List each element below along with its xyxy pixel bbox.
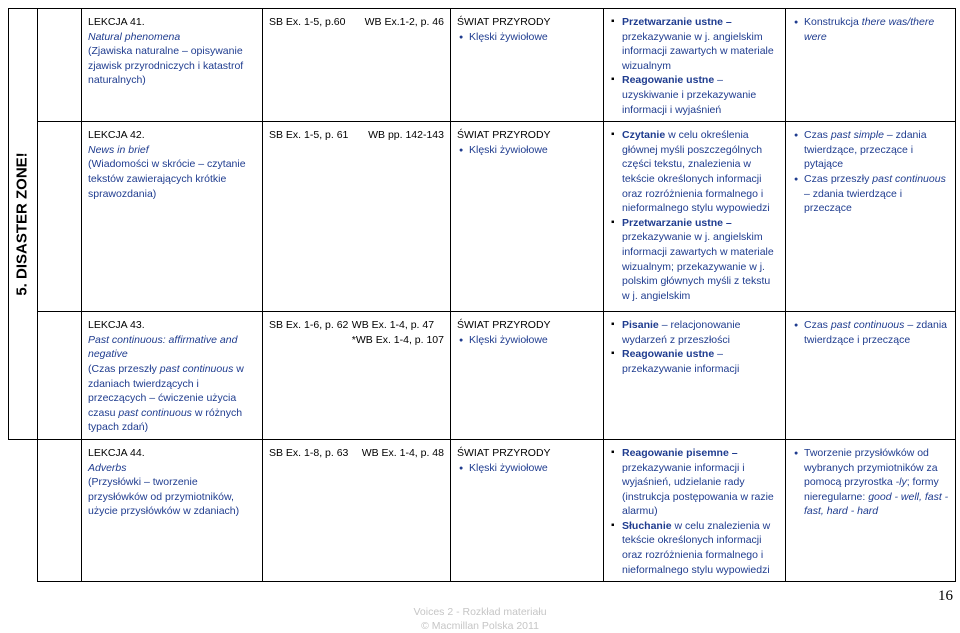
chapter-label: 5. DISASTER ZONE!: [13, 152, 31, 296]
lesson-row-41: [9, 9, 956, 122]
lesson-number: LEKCJA 43.: [88, 319, 145, 332]
empty-margin-cell: [9, 439, 38, 581]
skill-item: ▪ Reagowanie pisemne – przekazywanie informacji i wyjaśnień, udzielanie rady (instrukcja postępowania w razie alarmu): [622, 446, 779, 519]
lesson-title-cell: [82, 312, 263, 440]
lesson-number: LEKCJA 41.: [88, 16, 145, 28]
lesson-row-43: [9, 312, 956, 440]
lesson-title: News in brief: [88, 143, 149, 156]
lesson-subtitle: (Wiadomości w skrócie – czytanie tekstów zawierających krótkie sprawozdania): [88, 158, 246, 200]
topic-heading: ŚWIAT PRZYRODY: [457, 16, 551, 28]
wb-reference-group: [352, 318, 444, 347]
grammar-cell: [786, 439, 956, 581]
grammar-item: ● Konstrukcja there was/there were: [804, 15, 949, 44]
skill-item: ▪ Czytanie w celu określenia głównej myśli poszczególnych części tekstu, znalezienia w tekście określonych informacji oraz rozróżnienia formalnego i nieformalnego stylu wypowiedzi: [622, 128, 779, 216]
wb-reference: WB pp. 142-143: [368, 129, 444, 142]
blank-cell: [38, 122, 82, 312]
lesson-title-cell: [82, 9, 263, 122]
lesson-title: Adverbs: [88, 461, 127, 474]
blank-cell: [38, 9, 82, 122]
lesson-row-44: [9, 439, 956, 581]
lesson-subtitle: (Przysłówki – tworzenie przysłówków od przymiotników, użycie przysłówków w zdaniach): [88, 476, 240, 518]
skill-item: ▪ Pisanie – relacjonowanie wydarzeń z przeszłości: [622, 318, 779, 347]
skill-item: ▪ Reagowanie ustne – przekazywanie informacji: [622, 347, 779, 376]
grammar-item: ● Czas past simple – zdania twierdzące, przeczące i pytające: [804, 128, 949, 172]
materials-cell: [263, 9, 451, 122]
topic-item: ● Klęski żywiołowe: [469, 143, 597, 158]
grammar-item: ● Tworzenie przysłówków od wybranych przymiotników za pomocą przyrostka -ly; formy nieregularne: good - well, fast - fast, hard - hard: [804, 446, 949, 519]
grammar-cell: [786, 122, 956, 312]
topic-heading: ŚWIAT PRZYRODY: [457, 129, 551, 142]
lesson-row-42: [9, 122, 956, 312]
wb-reference: WB Ex. 1-4, p. 47: [351, 319, 435, 332]
wb-reference: WB Ex.1-2, p. 46: [364, 16, 444, 28]
skills-cell: [604, 122, 786, 312]
grammar-cell: [786, 9, 956, 122]
chapter-cell: [9, 9, 38, 440]
topic-heading: ŚWIAT PRZYRODY: [457, 446, 551, 459]
page-number: 16: [938, 588, 953, 604]
footer-title: Voices 2 - Rozkład materiału: [413, 606, 547, 618]
topic-cell: [451, 439, 604, 581]
lesson-subtitle: (Zjawiska naturalne – opisywanie zjawisk przyrodniczych i katastrof naturalnych): [88, 45, 244, 87]
lesson-title-cell: [82, 439, 263, 581]
sb-reference: SB Ex. 1-6, p. 62: [269, 319, 349, 332]
sb-reference: SB Ex. 1-8, p. 63: [269, 446, 349, 459]
materials-cell: [263, 439, 451, 581]
lesson-number: LEKCJA 42.: [88, 129, 145, 142]
skill-item: ▪ Przetwarzanie ustne – przekazywanie w j. angielskim informacji zawartych w materiale wizualnym: [622, 15, 779, 73]
topic-cell: [451, 122, 604, 312]
topic-cell: [451, 9, 604, 122]
grammar-item: ● Czas przeszły past continuous – zdania twierdzące i przeczące: [804, 172, 949, 216]
lesson-number: LEKCJA 44.: [88, 446, 145, 459]
blank-cell: [38, 312, 82, 440]
sb-reference: SB Ex. 1-5, p. 61: [269, 129, 349, 142]
topic-item: ● Klęski żywiołowe: [469, 461, 597, 476]
skill-item: ▪ Przetwarzanie ustne – przekazywanie w j. angielskim informacji zawartych w materiale wizualnym; przekazywanie w j. polskim głównych myśli z tekstu w j. angielskim: [622, 216, 779, 304]
skill-item: ▪ Słuchanie w celu znalezienia w tekście określonych informacji oraz rozróżnienia formalnego i nieformalnego stylu wypowiedzi: [622, 519, 779, 577]
lesson-plan-table: [8, 8, 956, 582]
lesson-title-cell: [82, 122, 263, 312]
materials-cell: [263, 312, 451, 440]
skills-cell: [604, 439, 786, 581]
skills-cell: [604, 9, 786, 122]
skills-cell: [604, 312, 786, 440]
grammar-item: ● Czas past continuous – zdania twierdzące i przeczące: [804, 318, 949, 347]
lesson-title: Natural phenomena: [88, 30, 181, 43]
lesson-subtitle: (Czas przeszły past continuous w zdaniach twierdzących i przeczących – ćwiczenie użycia czasu past continuous w różnych typach zdań): [88, 362, 244, 434]
topic-item: ● Klęski żywiołowe: [469, 333, 597, 348]
topic-cell: [451, 312, 604, 440]
blank-cell: [38, 439, 82, 581]
grammar-cell: [786, 312, 956, 440]
wb-reference: WB Ex. 1-4, p. 48: [361, 446, 444, 459]
materials-cell: [263, 122, 451, 312]
footer-copyright: © Macmillan Polska 2011: [421, 620, 539, 632]
skill-item: ▪ Reagowanie ustne – uzyskiwanie i przekazywanie informacji i wyjaśnień: [622, 73, 779, 117]
topic-item: ● Klęski żywiołowe: [469, 30, 597, 45]
topic-heading: ŚWIAT PRZYRODY: [457, 319, 551, 332]
wb-reference-extra: *WB Ex. 1-4, p. 107: [351, 333, 444, 346]
sb-reference: SB Ex. 1-5, p.60: [269, 16, 346, 28]
lesson-title: Past continuous: affirmative and negative: [88, 333, 238, 361]
